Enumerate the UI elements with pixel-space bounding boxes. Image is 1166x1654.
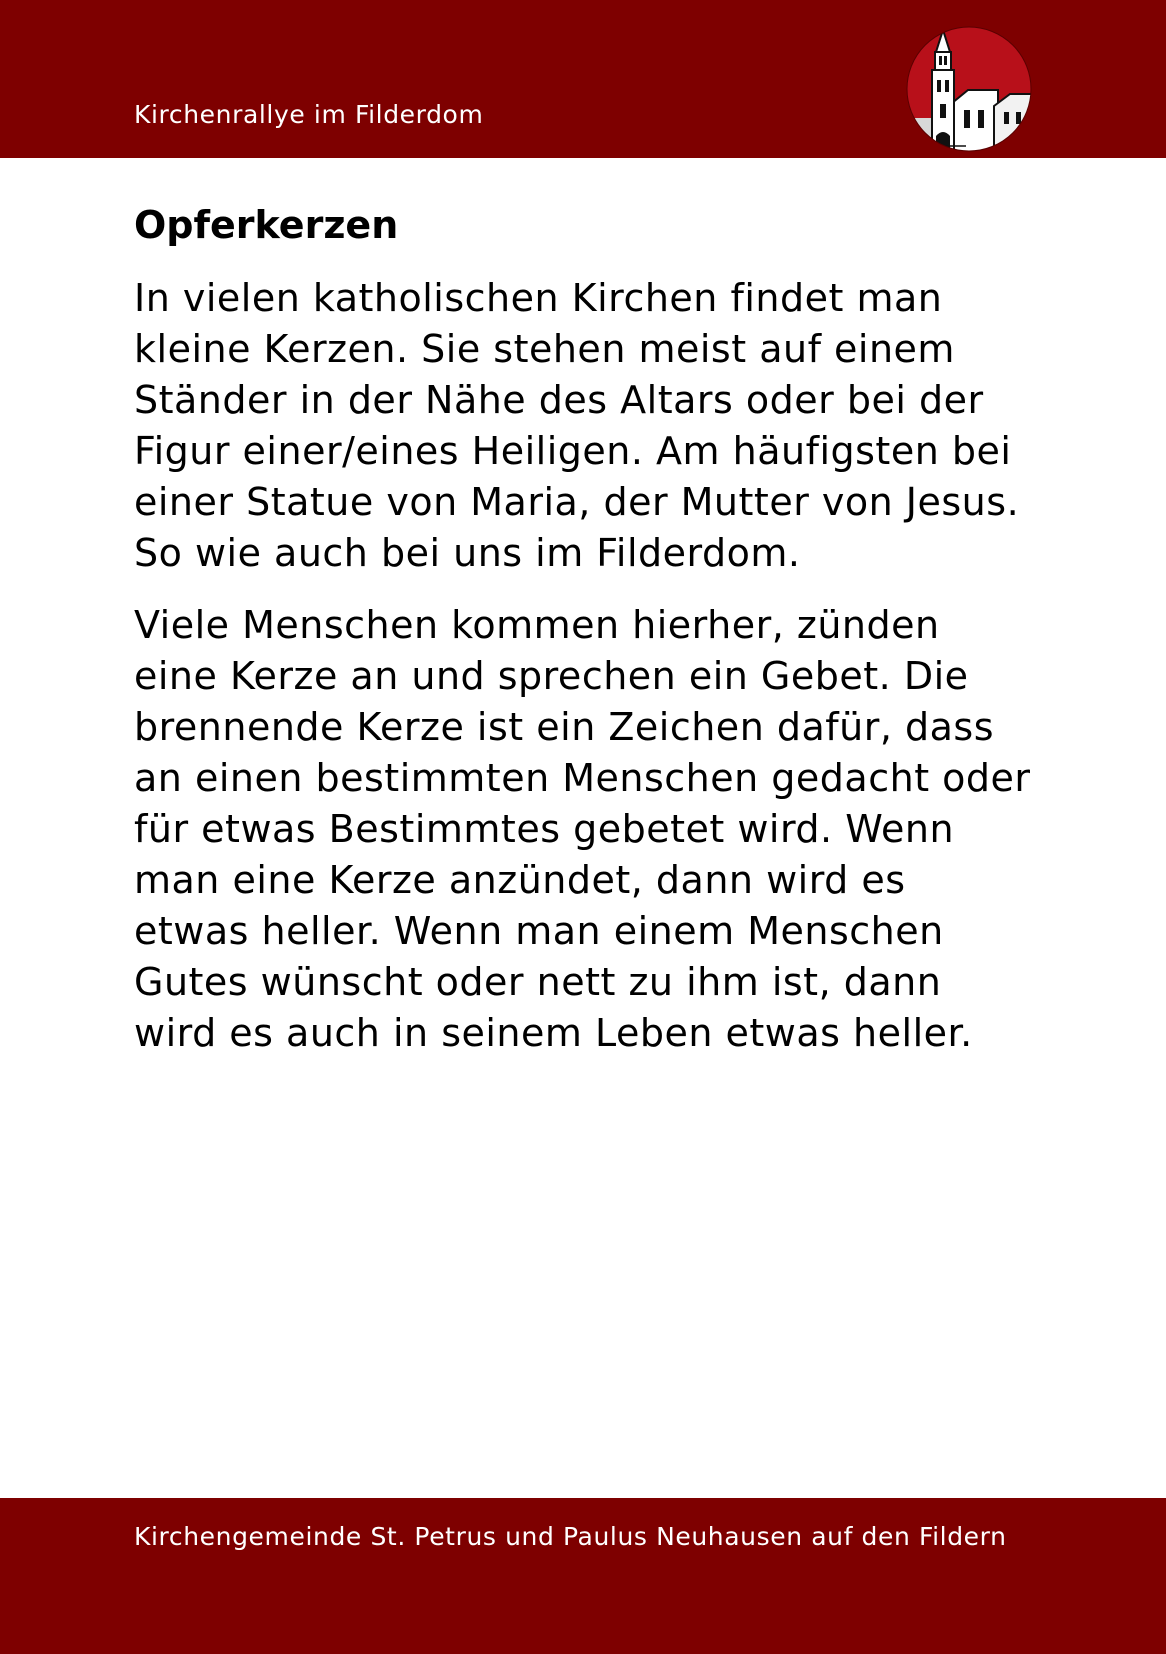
page-title: Opferkerzen <box>134 203 399 247</box>
footer-text: Kirchengemeinde St. Petrus und Paulus Neuhausen auf den Fildern <box>134 1522 1007 1551</box>
footer-bar <box>0 1498 1166 1654</box>
paragraph-meaning: Viele Menschen kommen hierher, zünden eine Kerze an und sprechen ein Gebet. Die brennende Kerze ist ein Zeichen dafür, dass an einen bestimmten Menschen gedacht oder für etwas Bestimmtes gebetet wird. Wenn man eine Kerze anzündet, dann wird es etwas heller. Wenn man einem Menschen Gutes wünscht oder nett zu ihm ist, dann wird es auch in seinem Leben etwas heller. <box>134 603 1031 1055</box>
paragraph-intro: In vielen katholischen Kirchen findet man kleine Kerzen. Sie stehen meist auf einem Ständer in der Nähe des Altars oder bei der Figur einer/eines Heiligen. Am häufigsten bei einer Statue von Maria, der Mutter von Jesus. So wie auch bei uns im Filderdom. <box>134 276 1020 575</box>
header-bar <box>0 0 1166 158</box>
header-title: Kirchenrallye im Filderdom <box>134 100 484 129</box>
church-logo-icon <box>906 26 1032 152</box>
